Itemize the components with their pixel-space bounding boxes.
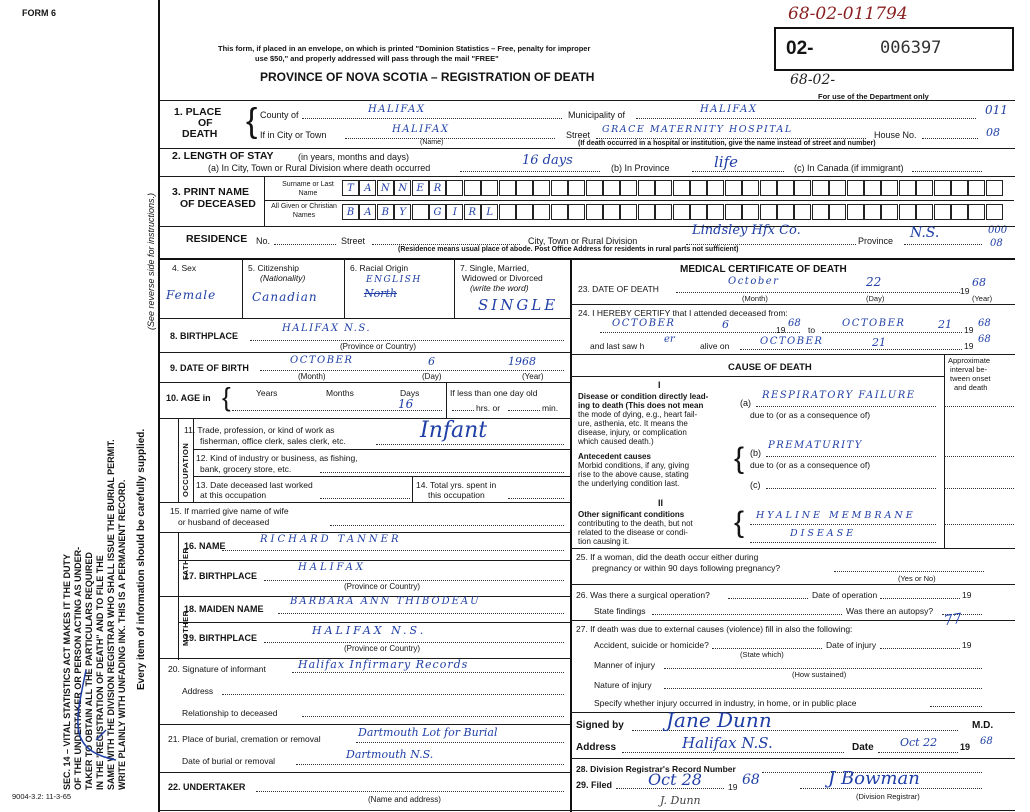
q25-sub: (Yes or No) <box>898 574 936 583</box>
medical-title: MEDICAL CERTIFICATE OF DEATH <box>680 264 847 275</box>
name-letter-cell <box>551 204 568 220</box>
county-label: County of <box>260 110 299 120</box>
dod-label: 23. DATE OF DEATH <box>578 284 659 294</box>
name-letter-cell <box>812 180 829 196</box>
q27-which: (State which) <box>740 650 784 659</box>
stay-label: 2. LENGTH OF STAY <box>172 150 274 162</box>
dod-year: 68 <box>972 276 986 289</box>
citizenship-sub: (Nationality) <box>260 273 306 283</box>
q27-manner: Manner of injury <box>594 660 655 670</box>
age-days: Days <box>400 388 420 398</box>
name-letter-cell <box>690 180 707 196</box>
name-letter-cell: R <box>429 180 446 196</box>
sig-date-label: Date <box>852 742 874 753</box>
approx-1: Approximate <box>948 356 991 365</box>
name-letter-cell: G <box>429 204 446 220</box>
stay-b-value: life <box>714 153 739 171</box>
disease-5: disease, injury, or complication <box>578 428 687 437</box>
citizenship-value: Canadian <box>252 290 318 304</box>
name-label-2: OF DECEASED <box>180 198 256 210</box>
residence-label: RESIDENCE <box>186 233 248 245</box>
name-letter-cell <box>725 204 742 220</box>
side-line-2: OF THE UNDERTAKER OR PERSON ACTING AS UNDER- <box>73 546 83 790</box>
residence-province-value: N.S. <box>910 225 940 241</box>
street-label: Street <box>566 130 591 140</box>
burial-date-label: Date of burial or removal <box>182 756 276 766</box>
mother-maiden: BARBARA ANN THIBODEAU <box>290 596 481 607</box>
name-letter-cell: R <box>464 204 481 220</box>
name-letter-cell: N <box>394 180 411 196</box>
name-letter-cell <box>742 204 759 220</box>
stamp-number: 006397 <box>880 38 942 58</box>
name-letter-cell <box>533 204 550 220</box>
sig-year: 68 <box>980 736 993 747</box>
occ-11b: fisherman, office clerk, sales clerk, etc. <box>200 436 346 446</box>
name-letter-cell <box>899 180 916 196</box>
to-year-pre: 19 <box>964 325 974 335</box>
street-value: GRACE MATERNITY HOSPITAL <box>602 124 793 135</box>
cause-title: CAUSE OF DEATH <box>728 362 812 373</box>
q27-nature: Nature of injury <box>594 680 652 690</box>
name-letter-cell <box>655 180 672 196</box>
other-3: related to the disease or condi- <box>578 528 688 537</box>
disease-3: the mode of dying, e.g., heart fail- <box>578 410 698 419</box>
dept-use: For use of the Department only <box>818 92 929 101</box>
side-scribble-icon <box>56 660 136 780</box>
dod-day: 22 <box>866 275 882 289</box>
ante-1: Antecedent causes <box>578 452 651 461</box>
q25-line-1: 25. If a woman, did the death occur either during <box>576 552 759 562</box>
name-letter-cell <box>412 204 429 220</box>
name-letter-cell: B <box>342 204 359 220</box>
age-hrs: hrs. or <box>476 403 501 413</box>
signed-by-label: Signed by <box>576 720 624 731</box>
other-1: Other significant conditions <box>578 510 685 519</box>
birthplace-value: HALIFAX N.S. <box>282 323 372 334</box>
stamp-prefix: 02- <box>786 38 814 59</box>
name-letter-cell <box>760 180 777 196</box>
father-bp: HALIFAX <box>298 562 366 573</box>
side-line-3: TAKER TO OBTAIN ALL THE PARTICULARS REQUIRED <box>84 552 94 790</box>
name-letter-cell <box>586 204 603 220</box>
side-line-1: SEC. 14 – VITAL STATISTICS ACT MAKES IT THE DUTY <box>62 553 72 790</box>
registrar-sub: (Division Registrar) <box>856 792 920 801</box>
marital-label-3: (write the word) <box>470 283 529 293</box>
name-letter-cell <box>951 204 968 220</box>
name-letter-cell <box>516 204 533 220</box>
name-letter-cell <box>777 180 794 196</box>
name-letter-cell <box>986 204 1003 220</box>
name-letter-cell <box>794 204 811 220</box>
cause-a-value: RESPIRATORY FAILURE <box>762 390 916 401</box>
sig-year-pre: 19 <box>960 742 971 752</box>
q27-label: 27. If death was due to external causes (violence) fill in also the following: <box>576 624 853 634</box>
informant-sig-label: 20. Signature of informant <box>168 664 266 674</box>
alive-on-label: alive on <box>700 341 730 351</box>
alive-year: 68 <box>978 334 991 345</box>
name-letter-cell <box>847 180 864 196</box>
name-letter-cell <box>881 180 898 196</box>
racial-label: 6. Racial Origin <box>350 263 409 273</box>
name-letter-cell <box>568 180 585 196</box>
name-letter-cell: E <box>412 180 429 196</box>
name-letter-cell <box>812 204 829 220</box>
name-letter-cell <box>864 204 881 220</box>
code-08a: 08 <box>986 126 1000 139</box>
name-label: (Name) <box>420 139 444 146</box>
given-label: All Given or Christian Names <box>271 203 337 219</box>
stay-c-label: (c) In Canada (if immigrant) <box>794 163 904 173</box>
notice-line-2: use $50," and properly addressed will pass through the mail "FREE" <box>255 54 499 63</box>
sig-address-value: Halifax N.S. <box>682 734 773 752</box>
name-letter-cell <box>934 204 951 220</box>
name-letter-cell <box>760 204 777 220</box>
name-letter-cell <box>690 204 707 220</box>
code-011: 011 <box>985 103 1008 117</box>
city-value: HALIFAX <box>392 124 450 135</box>
handwritten-below: 68-02- <box>790 72 836 88</box>
q26-label: 26. Was there a surgical operation? <box>576 590 710 600</box>
signed-by-value: Jane Dunn <box>666 708 772 732</box>
father-bp-sub: (Province or Country) <box>344 582 421 591</box>
city-label: If in City or Town <box>260 130 327 140</box>
name-letter-cell: A <box>359 180 376 196</box>
name-letter-cell <box>899 204 916 220</box>
name-letter-cell <box>603 180 620 196</box>
q27-how: (How sustained) <box>792 670 847 679</box>
occ-11a: 11. Trade, profession, or kind of work as <box>184 425 335 435</box>
dob-label: 9. DATE OF BIRTH <box>170 363 249 373</box>
other-2: contributing to the death, but not <box>578 519 693 528</box>
cause-c-label: (c) <box>750 480 761 490</box>
section-ii: II <box>658 498 664 508</box>
undertaker-sub: (Name and address) <box>368 795 441 804</box>
name-letter-cell <box>916 204 933 220</box>
age-days-value: 16 <box>398 397 414 411</box>
due-1: due to (or as a consequence of) <box>750 410 871 420</box>
name-letter-cell <box>586 180 603 196</box>
name-letter-cell <box>655 204 672 220</box>
form-code: 9004-3.2: 11-3-65 <box>12 792 72 801</box>
ante-2: Morbid conditions, if any, giving <box>578 461 690 470</box>
burial-value: Dartmouth Lot for Burial <box>358 726 498 739</box>
q29-label: 29. Filed <box>576 780 613 790</box>
occ-12b: bank, grocery store, etc. <box>200 464 292 474</box>
sig-address-label: Address <box>576 742 617 753</box>
code-000: 000 <box>988 225 1008 236</box>
certify-label: 24. I HEREBY CERTIFY that I attended deceased from: <box>578 308 788 318</box>
marital-value: SINGLE <box>478 296 559 314</box>
surname-label: Surname or Last Name <box>282 181 334 197</box>
dod-y: (Year) <box>972 294 993 303</box>
name-letter-cell <box>847 204 864 220</box>
name-letter-cell <box>968 180 985 196</box>
cause-b-value: PREMATURITY <box>768 440 863 451</box>
municipality-value: HALIFAX <box>700 104 758 115</box>
burial-label: 21. Place of burial, cremation or removal <box>168 734 321 744</box>
name-letter-cell <box>707 180 724 196</box>
name-letter-cell: N <box>377 180 394 196</box>
occ-12a: 12. Kind of industry or business, as fishing, <box>196 453 358 463</box>
md-label: M.D. <box>972 720 994 731</box>
name-letter-cell: T <box>342 180 359 196</box>
municipality-label: Municipality of <box>568 110 626 120</box>
sex-value: Female <box>166 288 217 302</box>
residence-city-value: Lindsley Hfx Co. <box>692 223 801 238</box>
to-day: 21 <box>938 318 952 331</box>
other-4: tion causing it. <box>578 537 630 546</box>
marital-label-2: Widowed or Divorced <box>462 273 543 283</box>
to-month: OCTOBER <box>842 318 906 329</box>
house-label: House No. <box>874 130 917 140</box>
racial-struck: North <box>364 287 398 300</box>
disease-6: which caused death.) <box>578 437 654 446</box>
name-letter-cell <box>446 180 463 196</box>
mother-bp: HALIFAX N.S. <box>312 624 427 637</box>
last-saw-value: er <box>664 334 675 345</box>
notice-line-1: This form, if placed in an envelope, on which is printed "Dominion Statistics – Free, penalty for improper <box>218 44 591 53</box>
mother-bp-label: 19. BIRTHPLACE <box>184 633 258 643</box>
name-letter-cell <box>638 180 655 196</box>
form-title: PROVINCE OF NOVA SCOTIA – REGISTRATION OF DEATH <box>260 70 595 84</box>
name-letter-cell <box>707 204 724 220</box>
handwritten-record-number: 68-02-011794 <box>788 4 908 24</box>
name-letter-cell <box>951 180 968 196</box>
name-letter-cell <box>864 180 881 196</box>
name-letter-cell <box>499 204 516 220</box>
stay-a-label: (a) In City, Town or Rural Division where death occurred <box>208 163 431 173</box>
occ-14a: 14. Total yrs. spent in <box>416 480 497 490</box>
name-letter-cell <box>881 204 898 220</box>
residence-no: No. <box>256 236 271 246</box>
filed-value: Oct 28 <box>648 770 702 789</box>
from-year: 68 <box>788 318 801 329</box>
name-letter-cell: Y <box>394 204 411 220</box>
name-letter-cell <box>481 180 498 196</box>
q27-injury-date: Date of injury <box>826 640 877 650</box>
dob-day: 6 <box>428 355 435 368</box>
cause-a-label: (a) <box>740 398 751 408</box>
name-letter-cell <box>638 204 655 220</box>
name-letter-cell <box>986 180 1003 196</box>
alive-month: OCTOBER <box>760 336 824 347</box>
spouse-line-1: 15. If married give name of wife <box>170 506 289 516</box>
ante-4: the underlying condition last. <box>578 479 680 488</box>
side-line-6: WRITE PLAINLY WITH UNFADING INK. THIS IS A PERMANENT RECORD. <box>117 479 127 790</box>
q28-label: 28. Division Registrar's Record Number <box>576 764 736 774</box>
name-letter-cell <box>603 204 620 220</box>
code-08b: 08 <box>990 238 1003 249</box>
occupation-vertical: OCCUPATION <box>181 442 190 498</box>
dod-d: (Day) <box>866 294 885 303</box>
other-value-1: HYALINE MEMBRANE <box>756 510 916 521</box>
sex-label: 4. Sex <box>172 263 197 273</box>
approx-2: interval be- <box>950 365 988 374</box>
from-year-pre: 19 <box>776 325 786 335</box>
dob-month: OCTOBER <box>290 355 354 366</box>
name-letter-cell <box>916 180 933 196</box>
dod-month: October <box>728 276 780 287</box>
sig-date-value: Oct 22 <box>900 736 938 749</box>
age-label: 10. AGE in <box>166 393 211 403</box>
undertaker-label: 22. UNDERTAKER <box>168 782 246 792</box>
name-letter-cell <box>829 180 846 196</box>
birthplace-label: 8. BIRTHPLACE <box>170 331 239 341</box>
q27-specify: Specify whether injury occurred in industry, in home, or in public place <box>594 698 857 708</box>
q26-autopsy-value: 77 <box>942 610 963 630</box>
citizenship-label: 5. Citizenship <box>248 263 300 273</box>
name-letter-cell <box>673 204 690 220</box>
last-saw-label: and last saw h <box>590 341 645 351</box>
name-letter-cell <box>794 180 811 196</box>
mother-vertical: MOTHER <box>181 610 190 646</box>
occ-14b: this occupation <box>428 490 485 500</box>
side-line-4: IN THE "REGISTRATION OF DEATH" AND TO FILE THE <box>95 555 105 790</box>
name-letter-cell <box>499 180 516 196</box>
informant-rel: Relationship to deceased <box>182 708 278 718</box>
father-vertical: FATHER <box>181 547 190 581</box>
to-year: 68 <box>978 318 991 329</box>
dob-d: (Day) <box>422 372 442 381</box>
name-letter-cell <box>620 180 637 196</box>
from-day: 6 <box>722 318 729 331</box>
name-letter-cell <box>533 180 550 196</box>
racial-value: ENGLISH <box>366 275 422 285</box>
from-month: OCTOBER <box>612 318 676 329</box>
occ-11-value: Infant <box>420 418 488 443</box>
name-letter-cell <box>551 180 568 196</box>
dod-year-pre: 19 <box>960 286 970 296</box>
alive-day: 21 <box>872 336 886 349</box>
mother-bp-sub: (Province or Country) <box>344 644 421 653</box>
name-letter-cell <box>620 204 637 220</box>
dob-m: (Month) <box>298 372 326 381</box>
filed-year-pre: 19 <box>728 782 738 792</box>
disease-1: Disease or condition directly lead- <box>578 392 709 401</box>
q27-accident: Accident, suicide or homicide? <box>594 640 709 650</box>
ante-3: rise to the above cause, stating <box>578 470 689 479</box>
age-years: Years <box>256 388 278 398</box>
father-name: RICHARD TANNER <box>260 534 402 545</box>
hospital-note: (If death occurred in a hospital or institution, give the name instead of street and number) <box>578 140 876 147</box>
name-letter-cell: L <box>481 204 498 220</box>
marital-label: 7. Single, Married, <box>460 263 529 273</box>
form-number: FORM 6 <box>22 8 57 18</box>
approx-4: and death <box>954 383 988 392</box>
birthplace-sub: (Province or Country) <box>340 342 417 351</box>
q26-year: 19 <box>962 590 972 600</box>
place-label-2: OF <box>198 117 213 129</box>
side-line-5: SAME WITH THE DIVISION REGISTRAR WHO SHALL ISSUE THE BURIAL PERMIT. <box>106 439 116 790</box>
side-line-8: (See reverse side for instructions.) <box>146 192 156 330</box>
dob-y: (Year) <box>522 372 544 381</box>
to-label: to <box>808 325 816 335</box>
mother-maiden-label: 18. MAIDEN NAME <box>184 604 264 614</box>
name-letter-cell: I <box>446 204 463 220</box>
due-2: due to (or as a consequence of) <box>750 460 871 470</box>
name-letter-cell <box>516 180 533 196</box>
age-less: If less than one day old <box>450 388 538 398</box>
father-name-label: 16. NAME <box>184 541 226 551</box>
residence-note: (Residence means usual place of abode. Post Office Address for residents in rural parts not sufficient) <box>398 246 739 253</box>
registrar-sig: J Bowman <box>828 768 920 789</box>
alive-year-pre: 19 <box>964 341 974 351</box>
name-letter-cell <box>673 180 690 196</box>
residence-street: Street <box>341 236 366 246</box>
burial-date: Dartmouth N.S. <box>346 748 434 761</box>
occ-13a: 13. Date deceased last worked <box>196 480 313 490</box>
name-letter-cell <box>568 204 585 220</box>
q27-year: 19 <box>962 640 972 650</box>
cause-b-label: (b) <box>750 448 761 458</box>
q26-date: Date of operation <box>812 590 878 600</box>
name-letter-cell <box>725 180 742 196</box>
filed-year: 68 <box>742 772 760 788</box>
residence-province: Province <box>858 236 894 246</box>
name-label-1: 3. PRINT NAME <box>172 186 250 198</box>
name-letter-cell <box>742 180 759 196</box>
disease-2: ing to death (This does not mean <box>578 401 704 410</box>
stay-b-label: (b) In Province <box>611 163 670 173</box>
dob-year: 1968 <box>508 355 536 368</box>
age-min: min. <box>542 403 559 413</box>
q26-autopsy: Was there an autopsy? <box>846 606 934 616</box>
side-line-7: Every item of information should be carefully supplied. <box>136 428 147 690</box>
place-label-1: 1. PLACE <box>174 106 222 118</box>
name-letter-cell <box>829 204 846 220</box>
section-i: I <box>658 380 661 390</box>
other-value-2: DISEASE <box>790 528 857 539</box>
name-letter-cell: A <box>359 204 376 220</box>
county-value: HALIFAX <box>368 104 426 115</box>
name-letter-cell: B <box>377 204 394 220</box>
informant-sig: Halifax Infirmary Records <box>298 658 469 671</box>
stay-a-value: 16 days <box>522 153 573 168</box>
occ-13b: at this occupation <box>200 490 267 500</box>
informant-address: Address <box>182 686 214 696</box>
name-letter-cell <box>934 180 951 196</box>
name-letter-cell <box>777 204 794 220</box>
place-label-3: DEATH <box>182 128 218 140</box>
residence-city: City, Town or Rural Division <box>528 236 638 246</box>
disease-4: ure, asthenia, etc. It means the <box>578 419 688 428</box>
name-letter-cell <box>968 204 985 220</box>
stay-sub: (in years, months and days) <box>298 152 410 162</box>
q26-findings: State findings <box>594 606 646 616</box>
dod-m: (Month) <box>742 294 768 303</box>
q25-line-2: pregnancy or within 90 days following pregnancy? <box>592 563 781 573</box>
father-bp-label: 17. BIRTHPLACE <box>184 571 258 581</box>
approx-3: tween onset <box>950 374 991 383</box>
age-months: Months <box>326 388 354 398</box>
filed-sig: J. Dunn <box>660 794 701 807</box>
name-letter-cell <box>464 180 481 196</box>
spouse-line-2: or husband of deceased <box>178 517 270 527</box>
